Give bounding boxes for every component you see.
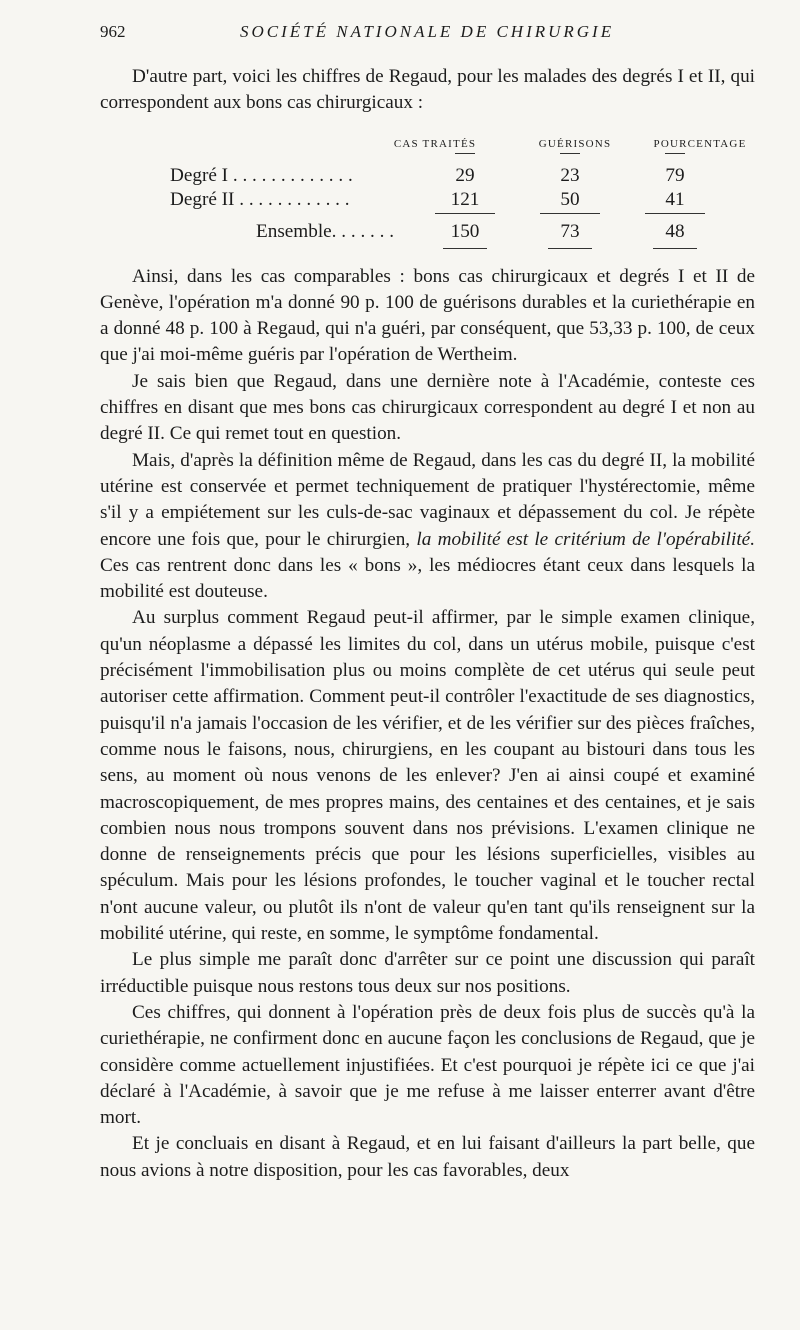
text-run: Mais, d'après la définition même de Regaud, dans les cas du degré II, la mobilité utérine est conservée et permet techniquement de pratiquer l'hystérectomie, même s'il y a empiétement sur les culs-de-sac vaginaux et dépassement du col. Je répète encore une fois que, pour le chirurgien, (100, 449, 755, 550)
cell-pourcentage: 41 (645, 187, 705, 214)
paragraph: Ces chiffres, qui donnent à l'opération près de deux fois plus de succès qu'à la curiethérapie, ne confirment donc en aucune façon les conclusions de Regaud, que je considère comme actuellement injustifiées. Et c'est pourquoi je répète ici ce que j'ai déclaré à l'Académie, à savoir que je me refuse à me laisser enterrer avant d'être mort. (100, 1001, 755, 1129)
paragraph (100, 448, 755, 606)
table-header-pourcentage: POURCENTAGE (653, 137, 747, 150)
table-header-cas-traites: CAS TRAITÉS (393, 137, 477, 150)
results-table (100, 117, 755, 264)
body-text (100, 64, 755, 1184)
cell-cas-traites: 150 (450, 220, 480, 242)
cell-cas-traites: 29 (455, 164, 475, 186)
cell-guerisons: 73 (560, 220, 580, 242)
cell-cas-traites: 121 (435, 187, 495, 214)
paragraph: Ainsi, dans les cas comparables : bons cas chirurgicaux et degrés I et II de Genève, l'opération m'a donné 90 p. 100 de guérisons durables et la curiethérapie en a donné 48 p. 100 à Regaud, qui n'a guéri, par conséquent, que 53,33 p. 100, de ceux que j'ai moi-même guéris par l'opération de Wertheim. (100, 265, 755, 366)
running-header (100, 22, 760, 48)
page-number: 962 (100, 22, 126, 41)
paragraph: Le plus simple me paraît donc d'arrêter sur ce point une discussion qui paraît irréductible puisque nous restons tous deux sur nos positions. (100, 949, 755, 997)
text-run: Ces cas rentrent donc dans les « bons », les médiocres étant ceux dans lesquels la mobilité est douteuse. (100, 554, 755, 603)
table-header-guerisons: GUÉRISONS (538, 137, 612, 150)
italic-emphasis: la mobilité est le critérium de l'opérabilité. (416, 528, 755, 550)
total-rule (653, 248, 697, 249)
total-rule (548, 248, 592, 249)
running-title: SOCIÉTÉ NATIONALE DE CHIRURGIE (240, 22, 615, 41)
column-dash (665, 153, 685, 154)
row-label: Degré I . . . . . . . . . . . . . (170, 164, 353, 186)
row-label: Degré II . . . . . . . . . . . . (170, 188, 350, 210)
cell-guerisons: 50 (540, 187, 600, 214)
paragraph-intro: D'autre part, voici les chiffres de Regaud, pour les malades des degrés I et II, qui correspondent aux bons cas chirurgicaux : (100, 66, 755, 114)
column-dash (560, 153, 580, 154)
cell-pourcentage: 48 (665, 220, 685, 242)
paragraph: Je sais bien que Regaud, dans une dernière note à l'Académie, conteste ces chiffres en disant que mes bons cas chirurgicaux correspondent au degré I et non au degré II. Ce qui remet tout en question. (100, 370, 755, 445)
table-row (100, 187, 755, 211)
row-label: Ensemble. . . . . . . (256, 220, 395, 242)
table-row (100, 163, 755, 187)
paragraph: Et je concluais en disant à Regaud, et en lui faisant d'ailleurs la part belle, que nous avions à notre disposition, pour les cas favorables, deux (100, 1133, 755, 1181)
paragraph: Au surplus comment Regaud peut-il affirmer, par le simple examen clinique, qu'un néoplasme a dépassé les limites du col, dans un utérus mobile, puisque c'est précisément l'immobilisation plus ou moins complète de cet utérus qui seule peut autoriser cette affirmation. Comment peut-il contrôler l'exactitude de ses diagnostics, puisqu'il n'a jamais l'occasion de les vérifier, et de les vérifier sur des pièces fraîches, comme nous le faisons, nous, chirurgiens, en les coupant au bistouri dans tous les sens, au moment où nous venons de les enlever? J'en ai ainsi coupé et examiné macroscopiquement, de mes propres mains, des centaines et des centaines, et je sais combien nous nous trompons souvent dans nos prévisions. L'examen clinique ne donne de renseignements précis que pour les lésions superficielles, visibles au spéculum. Mais pour les lésions profondes, le toucher vaginal et le toucher rectal n'ont aucune valeur, ou plutôt ils n'ont de valeur qu'en tant qu'ils renseignent sur la mobilité utérine, qui reste, en somme, le symptôme fondamental. (100, 607, 755, 945)
total-rule (443, 248, 487, 249)
cell-guerisons: 23 (560, 164, 580, 186)
table-row (100, 219, 755, 243)
column-dash (455, 153, 475, 154)
cell-pourcentage: 79 (665, 164, 685, 186)
